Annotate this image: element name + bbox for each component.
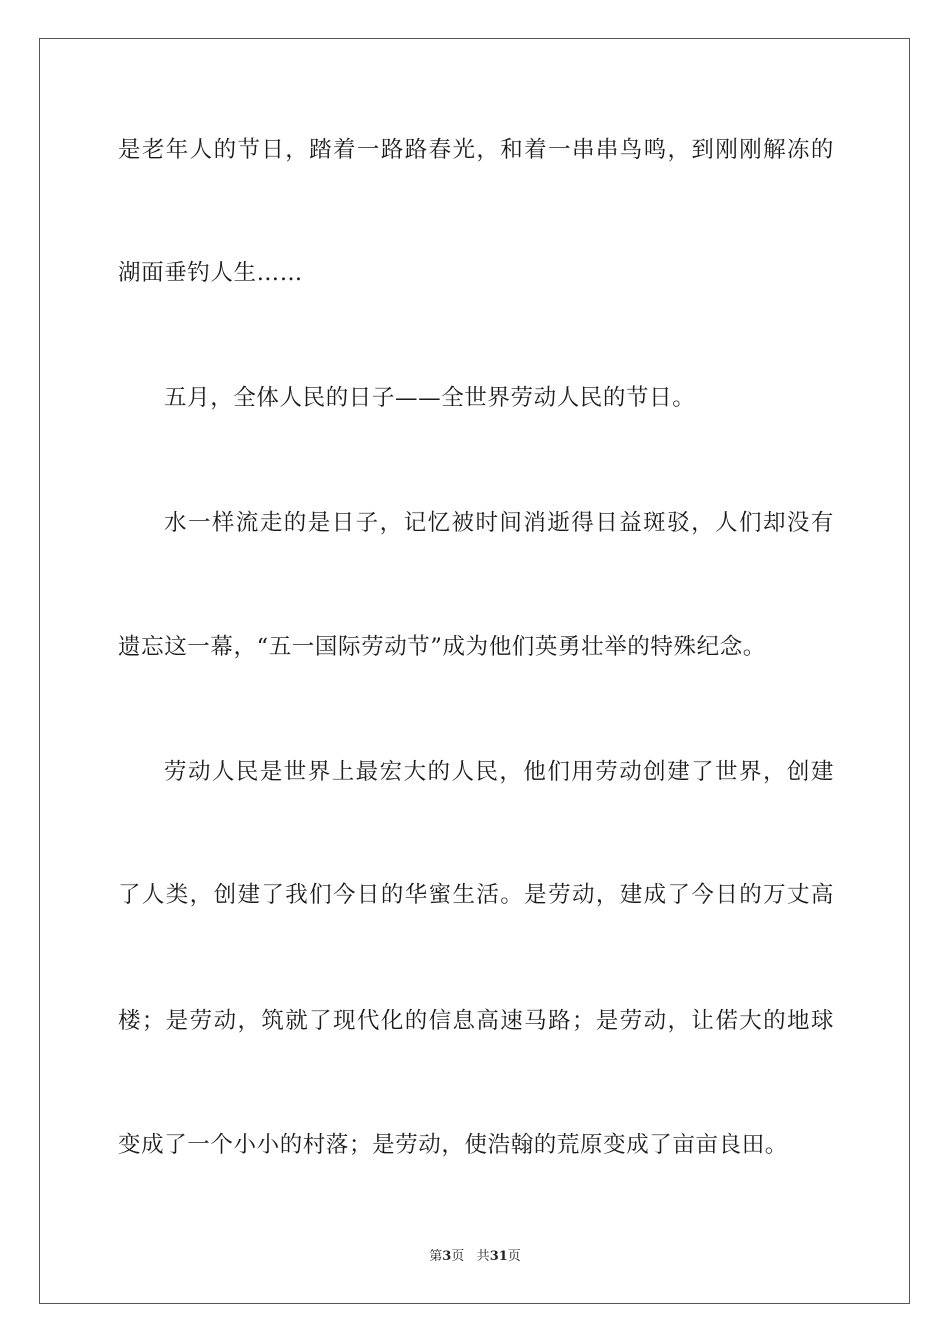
text-line: 变成了一个小小的村落；是劳动，使浩翰的荒原变成了亩亩良田。	[118, 1132, 788, 1158]
text-line: 湖面垂钓人生……	[118, 260, 303, 286]
text-line: 水一样流走的是日子，记忆被时间消逝得日益斑驳，人们却没有	[164, 510, 834, 536]
text-line: 劳动人民是世界上最宏大的人民，他们用劳动创建了世界，创建	[164, 759, 834, 785]
page-suffix: 页	[451, 1249, 465, 1264]
total-suffix: 页	[507, 1249, 521, 1264]
text-line: 了人类，创建了我们今日的华蜜生活。是劳动，建成了今日的万丈高	[118, 882, 834, 908]
page-number: 3	[442, 1249, 452, 1264]
page-prefix: 第	[429, 1249, 443, 1264]
text-line: 遗忘这一幕，“五一国际劳动节”成为他们英勇壮举的特殊纪念。	[118, 634, 766, 660]
page-border	[39, 38, 910, 1304]
text-line: 是老年人的节日，踏着一路路春光，和着一串串鸟鸣，到刚刚解冻的	[118, 137, 834, 163]
page-footer	[0, 1248, 950, 1266]
total-prefix: 共	[476, 1249, 490, 1264]
total-pages: 31	[489, 1249, 508, 1264]
text-line: 五月，全体人民的日子——全世界劳动人民的节日。	[164, 385, 696, 411]
text-line: 楼；是劳动，筑就了现代化的信息高速马路；是劳动，让偌大的地球	[118, 1008, 834, 1034]
